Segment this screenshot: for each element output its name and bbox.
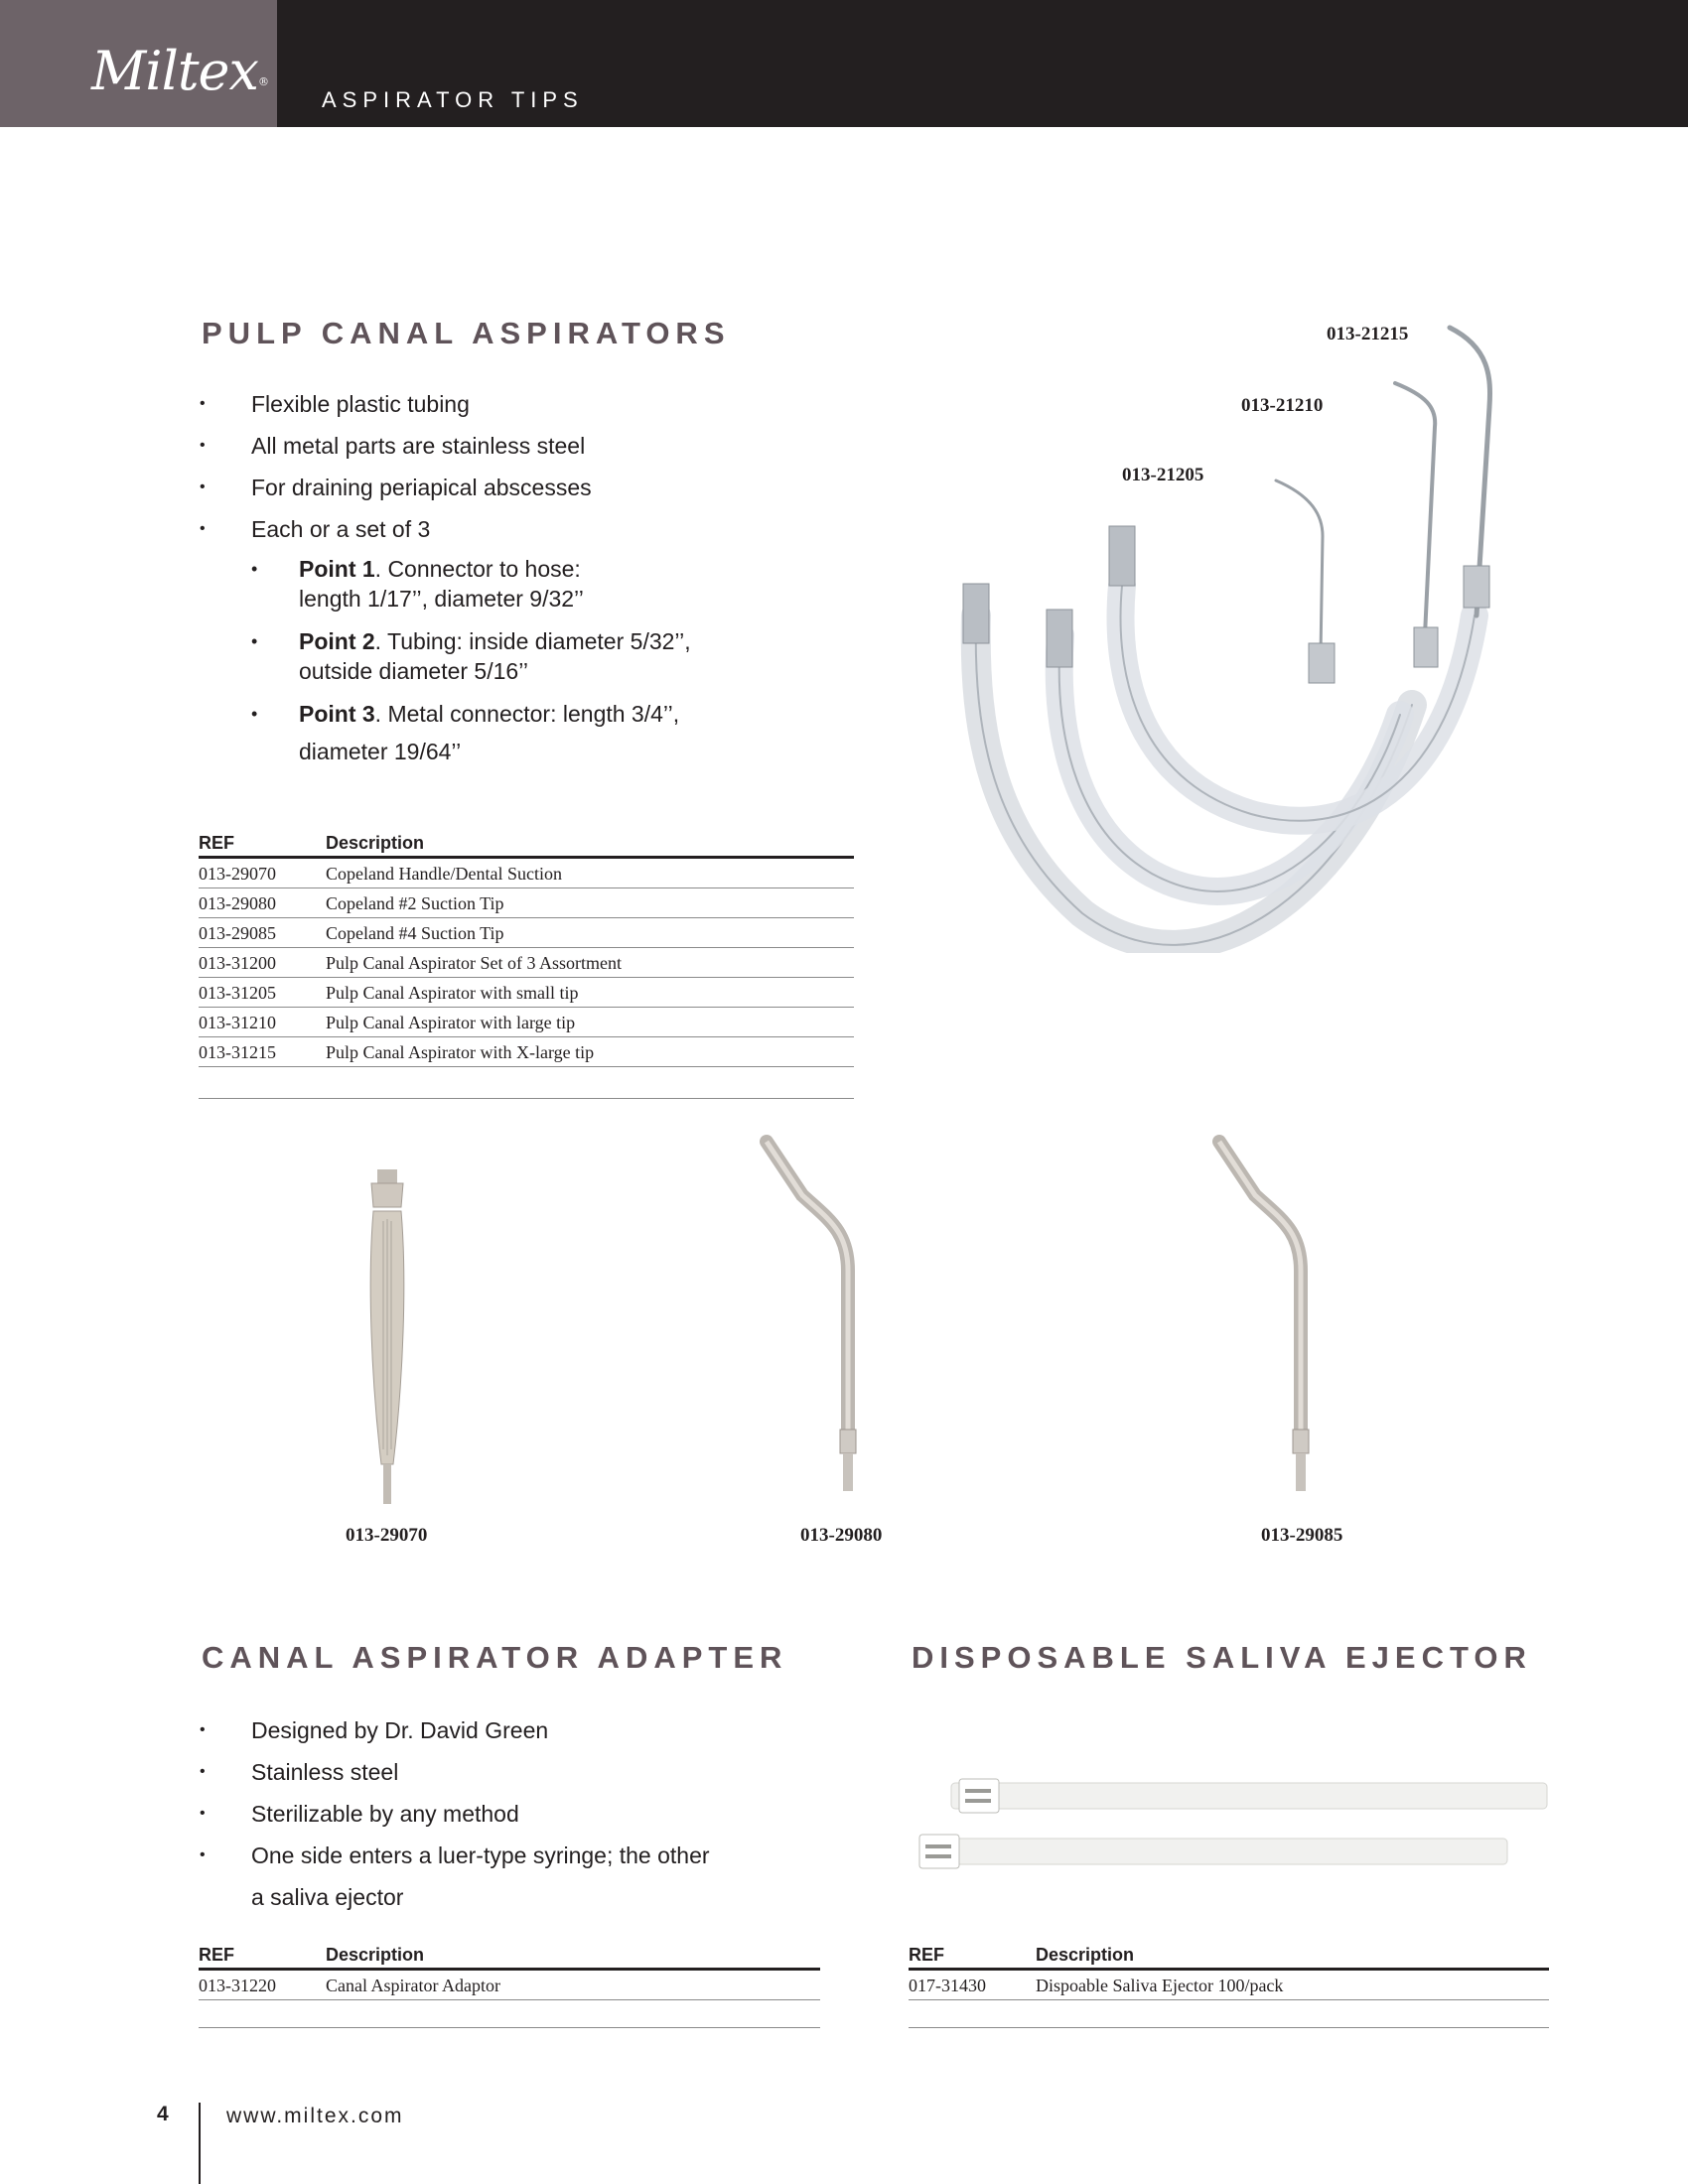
adapter-bullet: • Sterilizable by any method [200,1793,710,1835]
pulp-bullet-list [200,383,592,550]
footer-url: www.miltex.com [226,2105,404,2127]
table-row: 013-29070 Copeland Handle/Dental Suction [199,858,854,888]
adapter-bullet-list [200,1709,710,1918]
table-end-rule [199,1098,854,1099]
header-title: ASPIRATOR TIPS [322,87,584,112]
page-number: 4 [157,2103,169,2125]
adapter-table [199,1944,820,2000]
table-header-description: Description [326,832,854,858]
pulp-table [199,832,854,1067]
point-item: • Point 1. Connector to hose: length 1/17’’, diameter 9/32’’ [249,554,691,614]
table-header-ref: REF [909,1944,1036,1970]
copeland-2-tip-image [755,1132,874,1499]
table-end-rule [909,2027,1549,2028]
pulp-section-title: PULP CANAL ASPIRATORS [202,316,731,350]
adapter-section-title: CANAL ASPIRATOR ADAPTER [202,1640,788,1675]
adapter-bullet-continuation: a saliva ejector [251,1884,404,1910]
page-header [0,0,1688,127]
footer-divider [199,2103,201,2184]
adapter-bullet: • One side enters a luer-type syringe; the other [200,1835,710,1876]
image-label: 013-21210 [1241,395,1324,416]
saliva-ejector-image [912,1767,1553,1876]
table-header-description: Description [1036,1944,1549,1970]
ejector-table [909,1944,1549,2000]
table-header-description: Description [326,1944,820,1970]
image-label: 013-29080 [800,1525,883,1546]
pulp-bullet: • Flexible plastic tubing [200,383,592,425]
logo-text: Miltex [91,40,258,102]
table-row: 013-31205 Pulp Canal Aspirator with small tip [199,978,854,1008]
logo-box [0,0,277,127]
table-row: 017-31430 Dispoable Saliva Ejector 100/pack [909,1970,1549,2000]
table-header-ref: REF [199,832,326,858]
table-row: 013-31220 Canal Aspirator Adaptor [199,1970,820,2000]
miltex-logo: Miltex® [91,40,268,102]
point-item: • Point 3. Metal connector: length 3/4’’, diameter 19/64’’ [249,699,691,766]
pulp-bullet: • For draining periapical abscesses [200,467,592,508]
table-row: 013-29085 Copeland #4 Suction Tip [199,918,854,948]
table-row: 013-31215 Pulp Canal Aspirator with X-large tip [199,1037,854,1067]
image-label: 013-21205 [1122,465,1204,485]
point-item: • Point 2. Tubing: inside diameter 5/32’’, outside diameter 5/16’’ [249,626,691,686]
ejector-section-title: DISPOSABLE SALIVA EJECTOR [912,1640,1532,1675]
image-label: 013-21215 [1327,324,1409,344]
table-row: 013-31200 Pulp Canal Aspirator Set of 3 Assortment [199,948,854,978]
image-label: 013-29070 [346,1525,428,1546]
table-end-rule [199,2027,820,2028]
copeland-4-tip-image [1207,1132,1327,1499]
table-row: 013-29080 Copeland #2 Suction Tip [199,888,854,918]
table-header-ref: REF [199,1944,326,1970]
image-label: 013-29085 [1261,1525,1343,1546]
pulp-bullet: • Each or a set of 3 [200,508,592,550]
table-row: 013-31210 Pulp Canal Aspirator with large tip [199,1008,854,1037]
adapter-bullet: • Designed by Dr. David Green [200,1709,710,1751]
copeland-handle-image [357,1161,417,1509]
adapter-bullet: • Stainless steel [200,1751,710,1793]
pulp-bullet: • All metal parts are stainless steel [200,425,592,467]
pulp-points-list [249,554,691,779]
